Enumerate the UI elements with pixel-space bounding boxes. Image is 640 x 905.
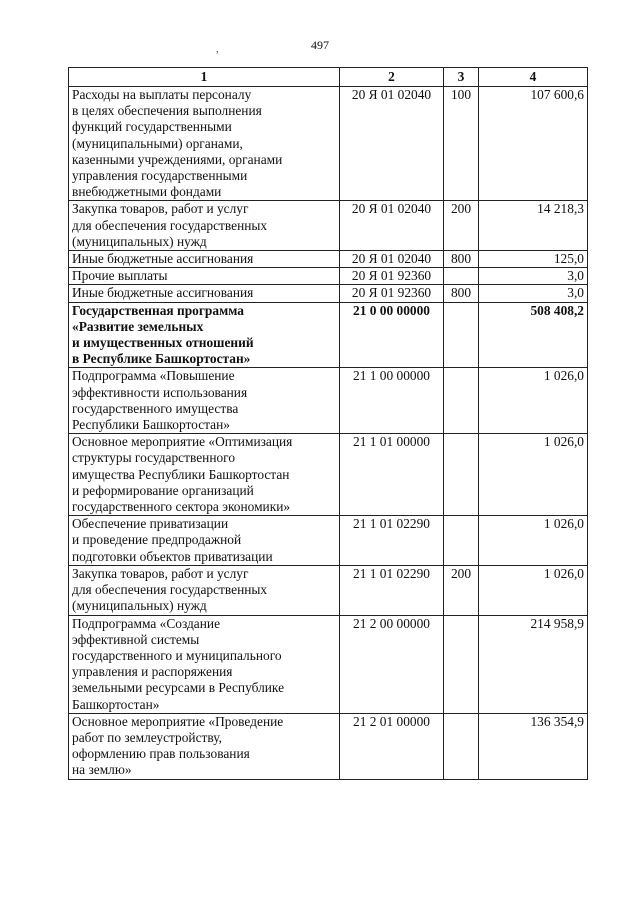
row-amount-cell: 1 026,0: [479, 368, 588, 434]
row-vr-cell: 800: [444, 285, 479, 302]
row-name-cell: Расходы на выплаты персоналу в целях обеспечения выполнения функций государственными (муниципальными) органами, казенными учреждениями, органами управления государственными внебюджетными фондами: [69, 87, 340, 201]
row-code-cell: 21 2 01 00000: [340, 713, 444, 779]
row-name-cell: Обеспечение приватизации и проведение предпродажной подготовки объектов приватизации: [69, 516, 340, 566]
row-code-cell: 21 1 01 02290: [340, 565, 444, 615]
row-code-cell: 21 2 00 00000: [340, 615, 444, 713]
row-code-cell: 21 1 00 00000: [340, 368, 444, 434]
table-row: [69, 434, 588, 516]
row-name-cell: Подпрограмма «Повышение эффективности использования государственного имущества Республики Башкортостан»: [69, 368, 340, 434]
row-amount-cell: 14 218,3: [479, 201, 588, 251]
header-col-vr: 3: [444, 68, 479, 87]
row-name-cell: Основное мероприятие «Оптимизация структуры государственного имущества Республики Башкортостан и реформирование организаций государственного сектора экономики»: [69, 434, 340, 516]
row-vr-cell: [444, 713, 479, 779]
row-amount-cell: 1 026,0: [479, 565, 588, 615]
row-amount-cell: 1 026,0: [479, 434, 588, 516]
row-name-cell: Прочие выплаты: [69, 268, 340, 285]
row-code-cell: 20 Я 01 02040: [340, 251, 444, 268]
table-body: [69, 87, 588, 780]
row-vr-cell: 800: [444, 251, 479, 268]
row-vr-cell: 200: [444, 565, 479, 615]
table-row: [69, 87, 588, 201]
row-vr-cell: [444, 302, 479, 368]
row-code-cell: 21 0 00 00000: [340, 302, 444, 368]
header-col-name: 1: [69, 68, 340, 87]
row-amount-cell: 214 958,9: [479, 615, 588, 713]
row-vr-cell: 200: [444, 201, 479, 251]
row-amount-cell: 508 408,2: [479, 302, 588, 368]
table-row: [69, 368, 588, 434]
row-code-cell: 20 Я 01 92360: [340, 285, 444, 302]
row-name-cell: Иные бюджетные ассигнования: [69, 285, 340, 302]
table-row: [69, 201, 588, 251]
row-vr-cell: 100: [444, 87, 479, 201]
row-amount-cell: 136 354,9: [479, 713, 588, 779]
table-row: [69, 285, 588, 302]
header-col-code: 2: [340, 68, 444, 87]
row-name-cell: Основное мероприятие «Проведение работ по землеустройству, оформлению прав пользования на землю»: [69, 713, 340, 779]
row-name-cell: Иные бюджетные ассигнования: [69, 251, 340, 268]
row-code-cell: 20 Я 01 92360: [340, 268, 444, 285]
row-code-cell: 20 Я 01 02040: [340, 201, 444, 251]
table-row: [69, 268, 588, 285]
table-row: [69, 516, 588, 566]
row-amount-cell: 3,0: [479, 285, 588, 302]
header-col-amount: 4: [479, 68, 588, 87]
row-vr-cell: [444, 615, 479, 713]
table-row: [69, 713, 588, 779]
row-vr-cell: [444, 516, 479, 566]
stray-mark: ,: [216, 44, 219, 55]
row-name-cell: Закупка товаров, работ и услуг для обеспечения государственных (муниципальных) нужд: [69, 565, 340, 615]
table-row: [69, 251, 588, 268]
row-amount-cell: 3,0: [479, 268, 588, 285]
header-row: [69, 68, 588, 87]
row-amount-cell: 125,0: [479, 251, 588, 268]
row-vr-cell: [444, 268, 479, 285]
budget-table: [68, 67, 588, 780]
row-name-cell: Подпрограмма «Создание эффективной системы государственного и муниципального управления и распоряжения земельными ресурсами в Республике Башкортостан»: [69, 615, 340, 713]
row-code-cell: 20 Я 01 02040: [340, 87, 444, 201]
table-row: [69, 565, 588, 615]
row-amount-cell: 1 026,0: [479, 516, 588, 566]
row-amount-cell: 107 600,6: [479, 87, 588, 201]
row-vr-cell: [444, 434, 479, 516]
table-row: [69, 615, 588, 713]
row-code-cell: 21 1 01 00000: [340, 434, 444, 516]
page-number: 497: [311, 38, 329, 52]
row-name-cell: Государственная программа «Развитие земельных и имущественных отношений в Республике Башкортостан»: [69, 302, 340, 368]
table-row: [69, 302, 588, 368]
row-name-cell: Закупка товаров, работ и услуг для обеспечения государственных (муниципальных) нужд: [69, 201, 340, 251]
row-code-cell: 21 1 01 02290: [340, 516, 444, 566]
row-vr-cell: [444, 368, 479, 434]
